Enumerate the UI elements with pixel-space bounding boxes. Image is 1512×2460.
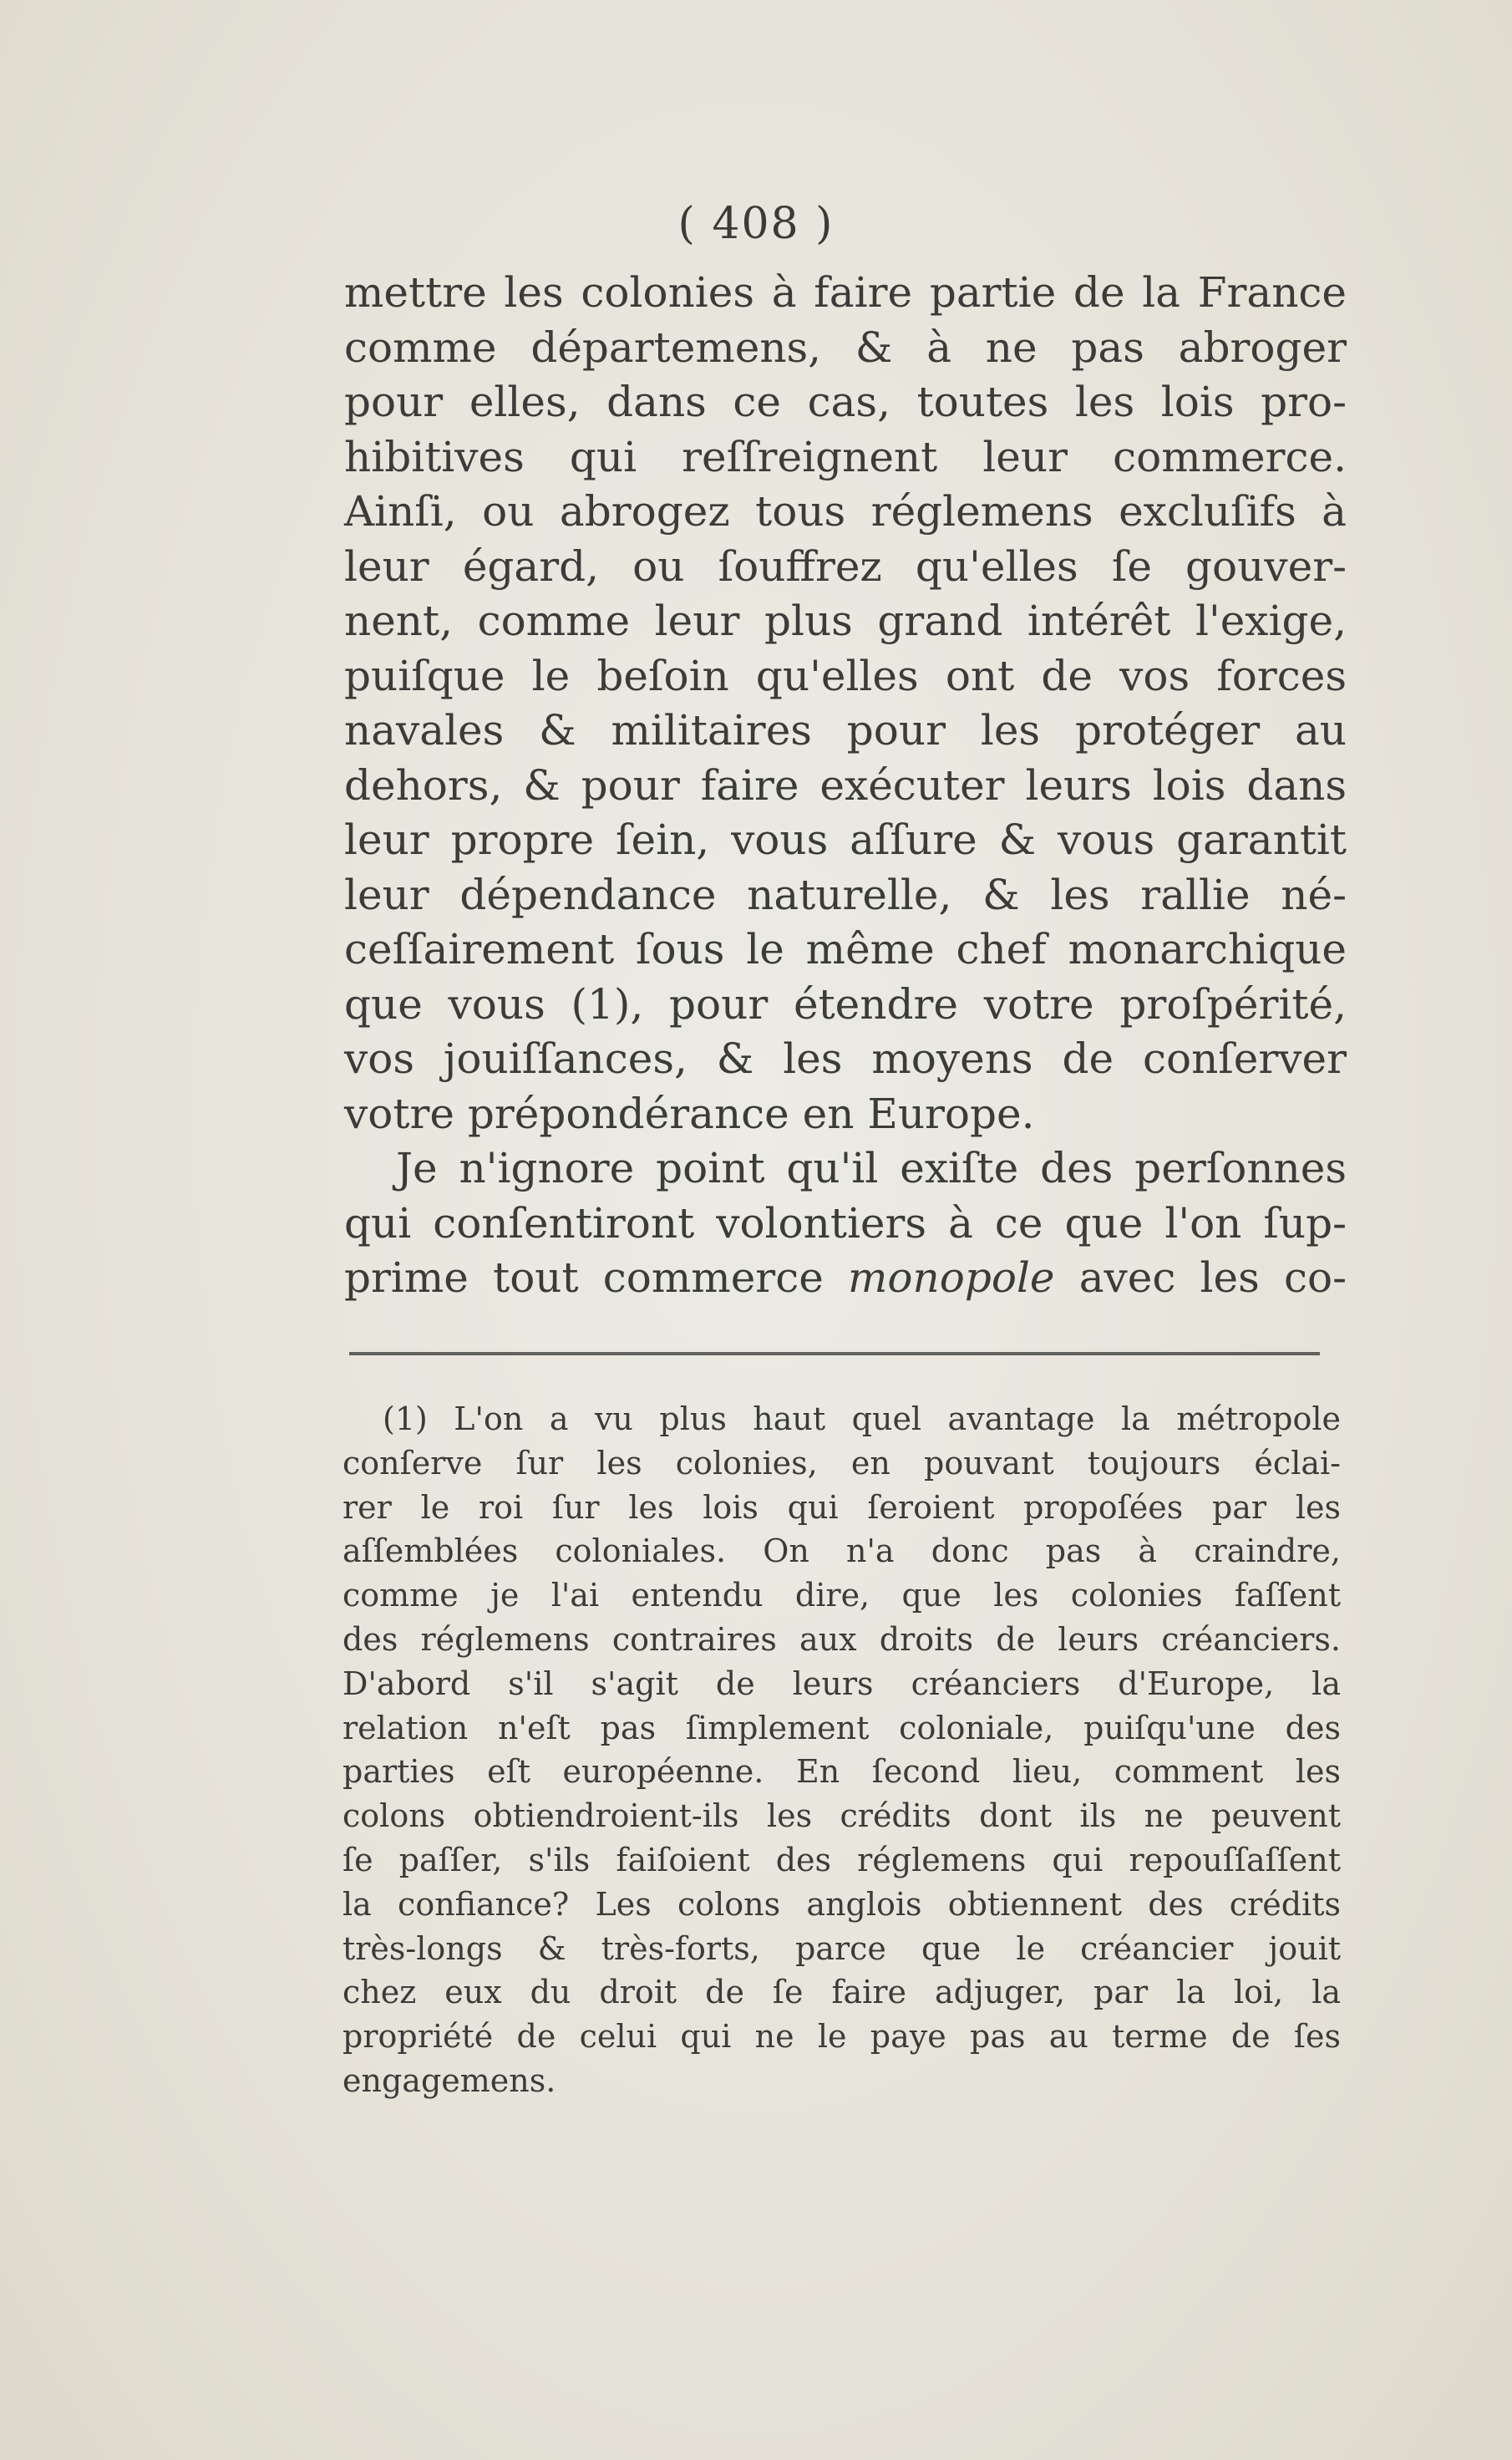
body-line: leur égard, ou ſouffrez qu'elles ſe gouver- <box>344 541 1347 591</box>
footnote-line: comme je l'ai entendu dire, que les colonies faſſent <box>342 1577 1341 1614</box>
footnote-line: D'abord s'il s'agit de leurs créanciers d'Europe, la <box>342 1665 1341 1702</box>
footnote-line: rer le roi ſur les lois qui ſeroient propoſées par les <box>342 1488 1341 1526</box>
body-line: qui conſentiront volontiers à ce que l'on ſup- <box>344 1198 1347 1248</box>
footnote-line: relation n'eſt pas ſimplement coloniale, puiſqu'une des <box>342 1709 1341 1746</box>
page-number: ( 408 ) <box>677 199 835 249</box>
italic-word: monopole <box>848 1253 1055 1302</box>
footnote-line: conſerve ſur les colonies, en pouvant toujours éclai- <box>342 1444 1341 1482</box>
body-text <box>344 266 1347 1306</box>
footnote <box>342 1397 1341 2103</box>
footnote-line: propriété de celui qui ne le paye pas au terme de ſes <box>342 2018 1341 2056</box>
footnote-divider <box>349 1352 1320 1355</box>
body-line: votre prépondérance en Europe. <box>344 1089 1035 1138</box>
body-line: navales & militaires pour les protéger au <box>344 706 1347 755</box>
footnote-line: engagemens. <box>342 2061 556 2099</box>
footnote-line: aſſemblées coloniales. On n'a donc pas à craindre, <box>342 1532 1341 1570</box>
body-line: puiſque le beſoin qu'elles ont de vos forces <box>344 651 1347 700</box>
footnote-line: chez eux du droit de ſe faire adjuger, par la loi, la <box>342 1974 1341 2011</box>
body-line: pour elles, dans ce cas, toutes les lois pro- <box>344 378 1347 426</box>
body-line: mettre les colonies à faire partie de la France <box>344 268 1347 317</box>
footnote-line: parties eſt européenne. En ſecond lieu, comment les <box>342 1753 1341 1791</box>
body-line: Je n'ignore point qu'il exiſte des perſonnes <box>396 1144 1347 1192</box>
footnote-line: des réglemens contraires aux droits de leurs créanciers. <box>342 1620 1341 1658</box>
footnote-line: ſe paſſer, s'ils faiſoient des réglemens qui repouſſaſſent <box>342 1841 1341 1878</box>
body-line: leur dépendance naturelle, & les rallie né- <box>344 870 1347 919</box>
body-line: hibitives qui reſſreignent leur commerce. <box>344 432 1347 481</box>
last-line-start: prime tout commerce <box>344 1253 848 1302</box>
body-line: nent, comme leur plus grand intérêt l'exige, <box>344 597 1347 645</box>
body-line: ceſſairement ſous le même chef monarchique <box>344 925 1347 973</box>
body-line: dehors, & pour faire exécuter leurs lois dans <box>344 760 1347 810</box>
last-line-end: avec les co- <box>1054 1253 1347 1302</box>
body-line: que vous (1), pour étendre votre proſpérité, <box>344 979 1347 1029</box>
body-line: comme départemens, & à ne pas abroger <box>344 323 1347 372</box>
body-line: vos jouiſſances, & les moyens de conſerver <box>344 1034 1347 1083</box>
body-line-last <box>344 1251 1347 1306</box>
footnote-line: (1) L'on a vu plus haut quel avantage la métropole <box>383 1400 1341 1437</box>
footnote-line: très-longs & très-forts, parce que le créancier jouit <box>342 1929 1341 1967</box>
body-line: leur propre ſein, vous aſſure & vous garantit <box>344 816 1347 864</box>
footnote-line: colons obtiendroient-ils les crédits dont ils ne peuvent <box>342 1797 1341 1835</box>
body-line: Ainſi, ou abrogez tous réglemens excluſifs à <box>344 487 1347 536</box>
footnote-line: la confiance? Les colons anglois obtiennent des crédits <box>342 1885 1341 1923</box>
